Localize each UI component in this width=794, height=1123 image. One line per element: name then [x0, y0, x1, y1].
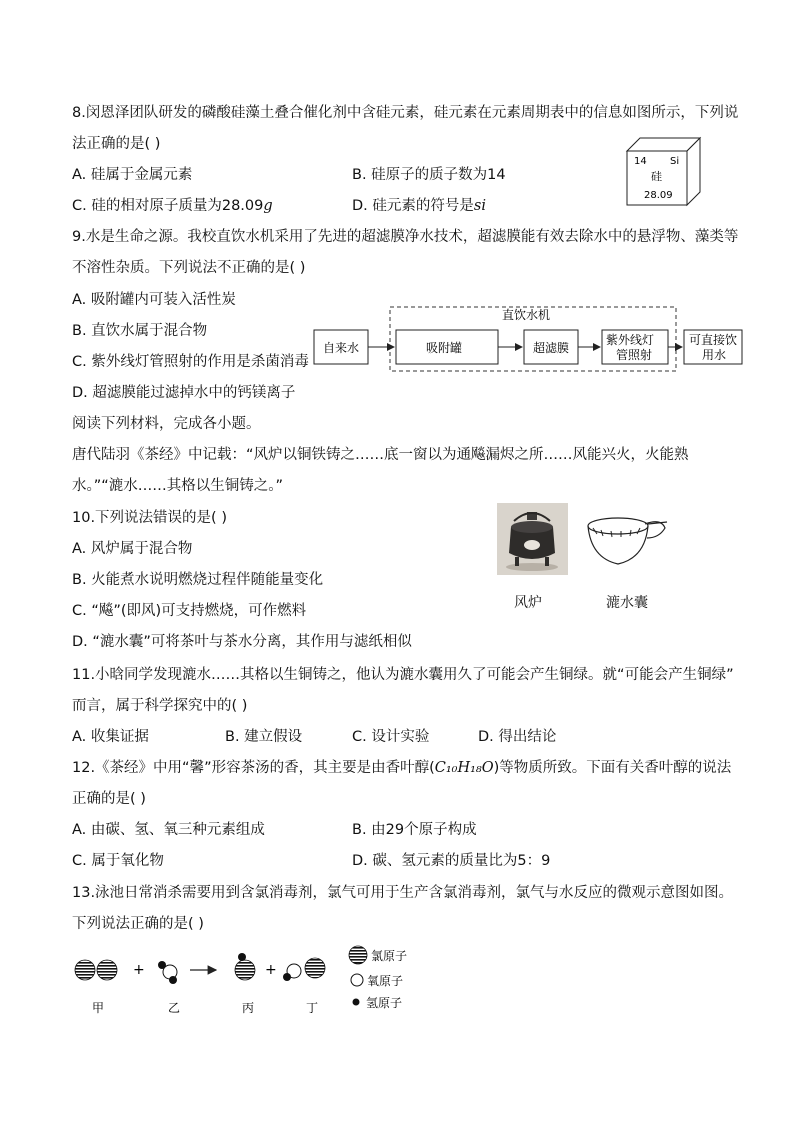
q9-option-c: C. 紫外线灯管照射的作用是杀菌消毒 — [72, 354, 309, 370]
tile-symbol: Si — [670, 156, 680, 167]
q13-stem-line2: 下列说法正确的是( ) — [72, 916, 204, 932]
q8-option-d: D. 硅元素的符号是si — [352, 198, 486, 214]
tile-mass: 28.09 — [644, 190, 673, 201]
geraniol-formula: C₁₀H₁₈O — [434, 760, 494, 776]
q12-option-d: D. 碳、氢元素的质量比为5：9 — [352, 853, 551, 869]
q10-option-c: C. “飚”(即风)可支持燃烧，可作燃料 — [72, 603, 307, 619]
box-drinkable-line1: 可直接饮 — [689, 333, 738, 347]
q11-option-d: D. 得出结论 — [478, 729, 557, 745]
q9-stem-line2: 不溶性杂质。下列说法不正确的是( ) — [72, 260, 306, 276]
q8-option-c: C. 硅的相对原子质量为28.09g — [72, 198, 273, 214]
q12-option-a: A. 由碳、氢、氧三种元素组成 — [72, 822, 265, 838]
legend-hydrogen: 氢原子 — [366, 996, 403, 1010]
q11-stem-line2: 而言，属于科学探究中的( ) — [72, 698, 248, 714]
diagram-title: 直饮水机 — [502, 308, 551, 322]
box-uv-line1: 紫外线灯 — [606, 333, 655, 347]
q10-stem: 10.下列说法错误的是( ) — [72, 510, 227, 526]
label-ding: 丁 — [306, 1001, 319, 1015]
q11-option-c: C. 设计实验 — [352, 729, 430, 745]
q12-option-c: C. 属于氧化物 — [72, 853, 164, 869]
tile-name: 硅 — [651, 170, 662, 183]
q11-option-b: B. 建立假设 — [225, 729, 303, 745]
reading-passage-line1: 唐代陆羽《茶经》中记载：“风炉以铜铁铸之……底一窗以为通飚漏烬之所……风能兴火，火能熟 — [72, 447, 689, 463]
q8-option-a: A. 硅属于金属元素 — [72, 167, 193, 183]
wind-stove-caption: 风炉 — [514, 595, 542, 611]
q10-option-b: B. 火能煮水说明燃烧过程伴随能量变化 — [72, 572, 324, 588]
label-bing: 丙 — [242, 1001, 255, 1015]
q9-option-d: D. 超滤膜能过滤掉水中的钙镁离子 — [72, 385, 296, 401]
silicon-element-tile — [624, 134, 704, 210]
q8-stem-line1: 8.闵恩泽团队研发的磷酸硅藻土叠合催化剂中含硅元素，硅元素在元素周期表中的信息如图所示，下列说 — [72, 105, 739, 121]
legend-chlorine: 氯原子 — [371, 949, 408, 963]
q11-stem-line1: 11.小晗同学发现漉水……其格以生铜铸之，他认为漉水囊用久了可能会产生铜绿。就“可能会产生铜绿” — [72, 667, 734, 683]
q9-stem-line1: 9.水是生命之源。我校直饮水机采用了先进的超滤膜净水技术，超滤膜能有效去除水中的悬浮物、藻类等 — [72, 229, 739, 245]
reading-passage-line2: 水。”“漉水……其格以生铜铸之。” — [72, 478, 284, 494]
q11-option-a: A. 收集证据 — [72, 729, 149, 745]
label-jia: 甲 — [92, 1001, 105, 1015]
q9-option-a: A. 吸附罐内可装入活性炭 — [72, 292, 236, 308]
water-purifier-flow-diagram — [312, 304, 752, 376]
reading-intro: 阅读下列材料，完成各小题。 — [72, 416, 261, 432]
q13-stem-line1: 13.泳池日常消杀需要用到含氯消毒剂，氯气可用于生产含氯消毒剂，氯气与水反应的微观示意图如图。 — [72, 885, 734, 901]
filter-bag-caption: 漉水囊 — [606, 595, 648, 611]
plus-sign-1: + — [133, 962, 145, 978]
plus-sign-2: + — [265, 962, 277, 978]
q12-option-b: B. 由29个原子构成 — [352, 822, 477, 838]
box-ultrafiltration: 超滤膜 — [533, 341, 570, 355]
box-tap-water: 自来水 — [323, 341, 360, 355]
q8-option-b: B. 硅原子的质子数为14 — [352, 167, 506, 183]
water-filter-bag-drawing — [585, 514, 671, 570]
label-yi: 乙 — [168, 1001, 181, 1015]
box-uv-line2: 管照射 — [616, 348, 653, 362]
box-adsorption-tank: 吸附罐 — [426, 341, 463, 355]
q10-option-a: A. 风炉属于混合物 — [72, 541, 193, 557]
q12-stem-line1: 12.《茶经》中用“馨”形容茶汤的香，其主要是由香叶醇(C₁₀H₁₈O)等物质所致。下面有关香叶醇的说法 — [72, 760, 732, 776]
box-drinkable-line2: 用水 — [702, 348, 727, 362]
tile-number: 14 — [634, 156, 647, 167]
reaction-micro-diagram — [70, 944, 430, 1020]
q10-option-d: D. “漉水囊”可将茶叶与茶水分离，其作用与滤纸相似 — [72, 634, 412, 650]
wind-stove-photo — [497, 503, 568, 575]
q8-stem-line2: 法正确的是( ) — [72, 136, 161, 152]
q12-stem-line2: 正确的是( ) — [72, 791, 146, 807]
q9-option-b: B. 直饮水属于混合物 — [72, 323, 208, 339]
legend-oxygen: 氧原子 — [367, 974, 404, 988]
